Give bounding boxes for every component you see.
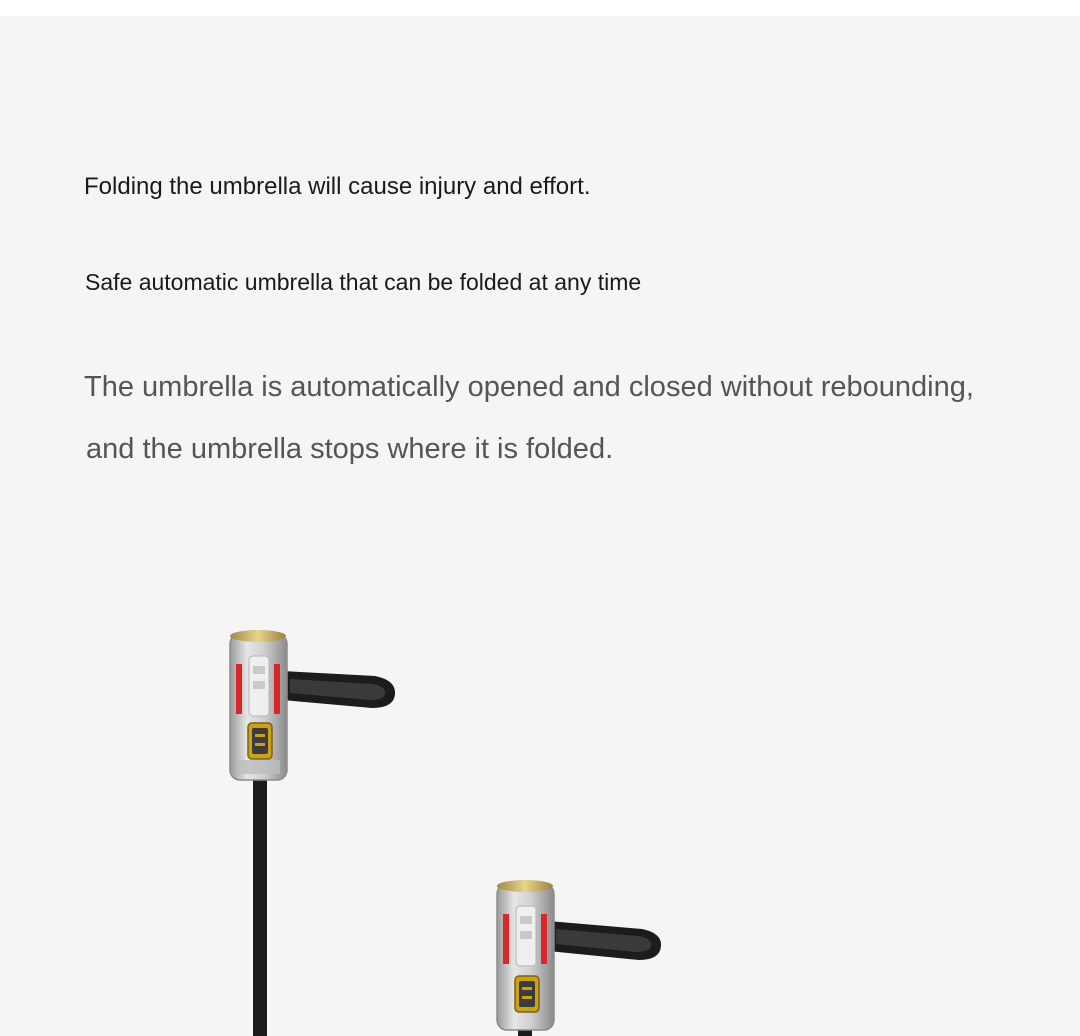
handle-cap-small [497, 880, 553, 892]
product-illustration [0, 16, 1080, 1036]
subheadline: Safe automatic umbrella that can be folded at any time [85, 269, 642, 295]
umbrella-handle-small [497, 880, 661, 1036]
content-panel [0, 16, 1080, 1036]
shaft-large [253, 771, 267, 1036]
handle-cap-large [230, 630, 286, 642]
description-line-1: The umbrella is automatically opened and closed without rebounding, [84, 371, 974, 403]
umbrella-handle-large [230, 630, 395, 1036]
headline: Folding the umbrella will cause injury and effort. [84, 173, 591, 200]
description-line-2: and the umbrella stops where it is folded. [86, 433, 614, 465]
